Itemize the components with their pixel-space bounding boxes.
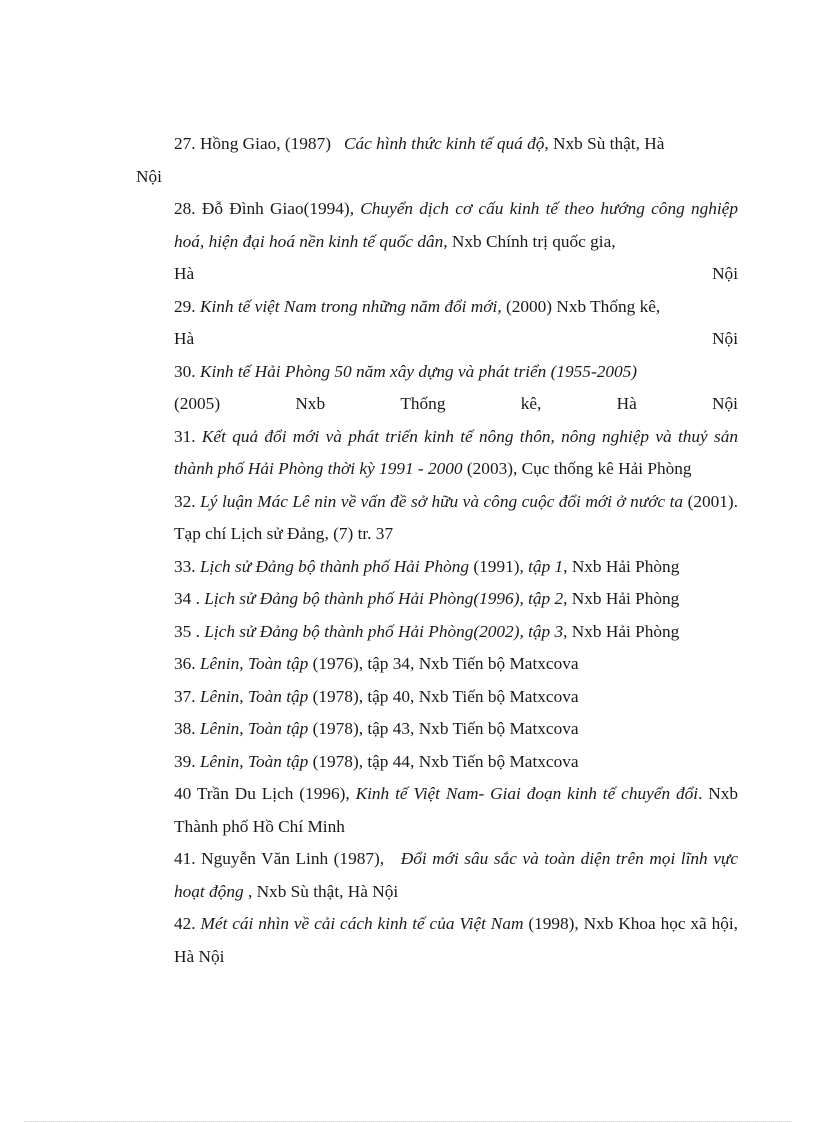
reference-author: Trần Du Lịch (1996),: [196, 784, 350, 803]
reference-number: 30.: [174, 361, 196, 381]
reference-place: Nội: [136, 166, 162, 186]
reference-publisher: , Nxb Chính trị quốc gia,: [443, 231, 616, 251]
reference-publisher: , Nxb Hải Phòng: [563, 621, 680, 641]
reference-number: 29.: [174, 296, 196, 316]
reference-publisher: (1976), tập 34, Nxb Tiến bộ Matxcova: [312, 654, 579, 673]
reference-publisher: (1978), tập 44, Nxb Tiến bộ Matxcova: [312, 751, 579, 771]
reference-title: Đổi mới sâu sắc và toàn diện trên mọi lĩnh vực hoạt động: [174, 849, 739, 901]
reference-number: 39.: [174, 751, 196, 771]
reference-publisher: , Nxb Hải Phòng: [563, 556, 680, 576]
page-bottom-rule: [24, 1121, 792, 1122]
reference-31: [174, 421, 738, 486]
reference-title: Lênin, Toàn tập: [199, 719, 309, 738]
reference-title: Lý luận Mác Lê nin về vấn đề sở hữu và công cuộc đổi mới ở nước ta: [200, 491, 684, 511]
reference-number: 31.: [174, 426, 196, 446]
reference-number: 38.: [174, 719, 196, 738]
reference-30-publisher: (2005) Nxb Thống kê, Hà Nội: [174, 394, 738, 413]
reference-number: 40: [174, 784, 192, 803]
reference-title: Các hình thức kinh tế quá độ: [343, 134, 545, 153]
reference-38: [174, 713, 738, 746]
reference-number: 34 .: [174, 589, 200, 608]
reference-39: [174, 746, 738, 779]
reference-title: Lênin, Toàn tập: [199, 751, 309, 771]
reference-publisher: (2000) Nxb Thống kê,: [505, 296, 661, 316]
reference-number: 35 .: [174, 621, 200, 641]
reference-29: [174, 291, 738, 324]
reference-publisher: (1978), tập 43, Nxb Tiến bộ Matxcova: [312, 719, 579, 738]
reference-title: Kinh tế việt Nam trong những năm đổi mới,: [199, 296, 502, 316]
reference-37: [174, 681, 738, 714]
reference-title: Kết quả đổi mới và phát triển kinh tế nông thôn, nông nghiệp và thuỷ sản thành phố Hải Phòng thời kỳ 1991 - 2000: [174, 426, 738, 478]
reference-year: (1991): [473, 556, 520, 576]
reference-30: [174, 356, 738, 389]
reference-publisher: (1978), tập 40, Nxb Tiến bộ Matxcova: [312, 686, 579, 706]
reference-32: [174, 486, 738, 551]
reference-35: [174, 616, 738, 649]
reference-author: Nguyễn Văn Linh (1987),: [201, 849, 385, 868]
reference-27: [136, 128, 738, 193]
reference-publisher: (1998), Nxb Khoa học xã hội, Hà Nội: [174, 914, 738, 966]
reference-number: 42.: [174, 914, 196, 933]
reference-publisher: (2003), Cục thống kê Hải Phòng: [466, 459, 692, 478]
reference-28-place: Hà Nội: [174, 264, 738, 283]
reference-title: Kinh tế Hải Phòng 50 năm xây dựng và phát triển (1955-2005): [199, 361, 638, 381]
reference-publisher: , Nxb Hải Phòng: [563, 589, 680, 608]
reference-33: [174, 551, 738, 584]
reference-number: 41.: [174, 849, 196, 868]
reference-publisher: , Nxb Sù thật, Hà Nội: [247, 881, 399, 901]
reference-title: Lịch sử Đảng bộ thành phố Hải Phòng(2002), tập 3: [204, 621, 564, 641]
reference-36: [174, 648, 738, 681]
reference-number: 32.: [174, 491, 196, 511]
reference-34: [174, 583, 738, 616]
reference-number: 28.: [174, 199, 196, 218]
reference-number: 37.: [174, 686, 196, 706]
reference-author: Đỗ Đình Giao(1994),: [201, 199, 355, 218]
reference-publisher: , Nxb Sù thật, Hà: [544, 134, 665, 153]
reference-number: 36.: [174, 654, 196, 673]
reference-title: Mét cái nhìn về cải cách kinh tế của Việt Nam: [200, 914, 524, 933]
reference-title: Chuyển dịch cơ cấu kinh tế theo hướng công nghiệp hoá, hiện đại hoá nền kinh tế quốc dân: [174, 199, 738, 251]
reference-number: 33.: [174, 556, 196, 576]
reference-publisher: . Nxb Thành phố Hồ Chí Minh: [174, 784, 739, 836]
reference-title: Lịch sử Đảng bộ thành phố Hải Phòng(1996), tập 2: [204, 589, 564, 608]
reference-author: Hồng Giao, (1987): [199, 134, 331, 153]
reference-28: [174, 193, 738, 258]
reference-41: [174, 843, 738, 908]
reference-title: Lịch sử Đảng bộ thành phố Hải Phòng: [199, 556, 470, 576]
reference-29-place: Hà Nội: [174, 329, 738, 348]
reference-title: Kinh tế Việt Nam- Giai đoạn kinh tế chuyển đổi: [355, 784, 699, 803]
reference-40: [174, 778, 738, 843]
reference-volume: , tập 1: [519, 556, 564, 576]
reference-title: Lênin, Toàn tập: [199, 654, 309, 673]
reference-title: Lênin, Toàn tập: [199, 686, 309, 706]
reference-list: [136, 128, 739, 973]
reference-number: 27.: [174, 134, 196, 153]
reference-42: [174, 908, 738, 973]
reference-publisher: (2001). Tạp chí Lịch sử Đảng, (7) tr. 37: [174, 491, 739, 543]
